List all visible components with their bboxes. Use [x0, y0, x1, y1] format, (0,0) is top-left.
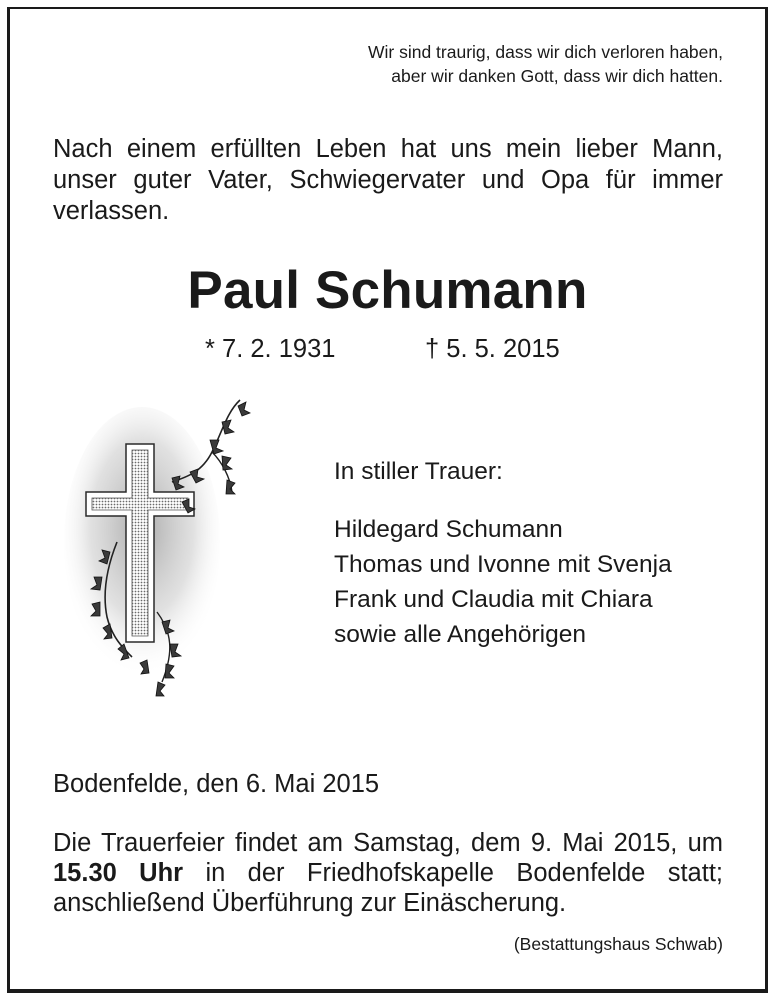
motto-line-1: Wir sind traurig, dass wir dich verloren haben, [367, 42, 723, 62]
intro-text [53, 134, 723, 227]
cross-with-ivy-icon [62, 392, 252, 702]
service-time: 15.30 Uhr [53, 859, 184, 887]
mourning-heading: In stiller Trauer: [334, 458, 503, 485]
service-text-2: in der Friedhofskapelle Bodenfelde statt; anschließend Überführung zur Einäscherung. [53, 859, 723, 917]
motto-line-2: aber wir danken Gott, dass wir dich hatten. [391, 66, 723, 86]
motto-quote [368, 40, 723, 88]
mourner-name: Frank und Claudia mit Chiara [334, 586, 653, 613]
deceased-name: Paul Schumann [187, 261, 588, 320]
mourner-name: sowie alle Angehörigen [334, 621, 586, 648]
birth-date: * 7. 2. 1931 [205, 335, 336, 363]
mourner-name: Thomas und Ivonne mit Svenja [334, 551, 672, 578]
place-and-date: Bodenfelde, den 6. Mai 2015 [53, 770, 380, 798]
mourners-list [334, 512, 672, 652]
service-info [53, 828, 723, 918]
death-date: † 5. 5. 2015 [425, 335, 560, 363]
undertaker-name: (Bestattungshaus Schwab) [513, 934, 723, 954]
mourner-name: Hildegard Schumann [334, 516, 563, 543]
intro-paragraph: Nach einem erfüllten Leben hat uns mein lieber Mann, unser guter Vater, Schwiegervater und Opa für immer verlassen. [53, 135, 723, 225]
service-text-1: Die Trauerfeier findet am Samstag, dem 9. Mai 2015, um [53, 829, 723, 857]
